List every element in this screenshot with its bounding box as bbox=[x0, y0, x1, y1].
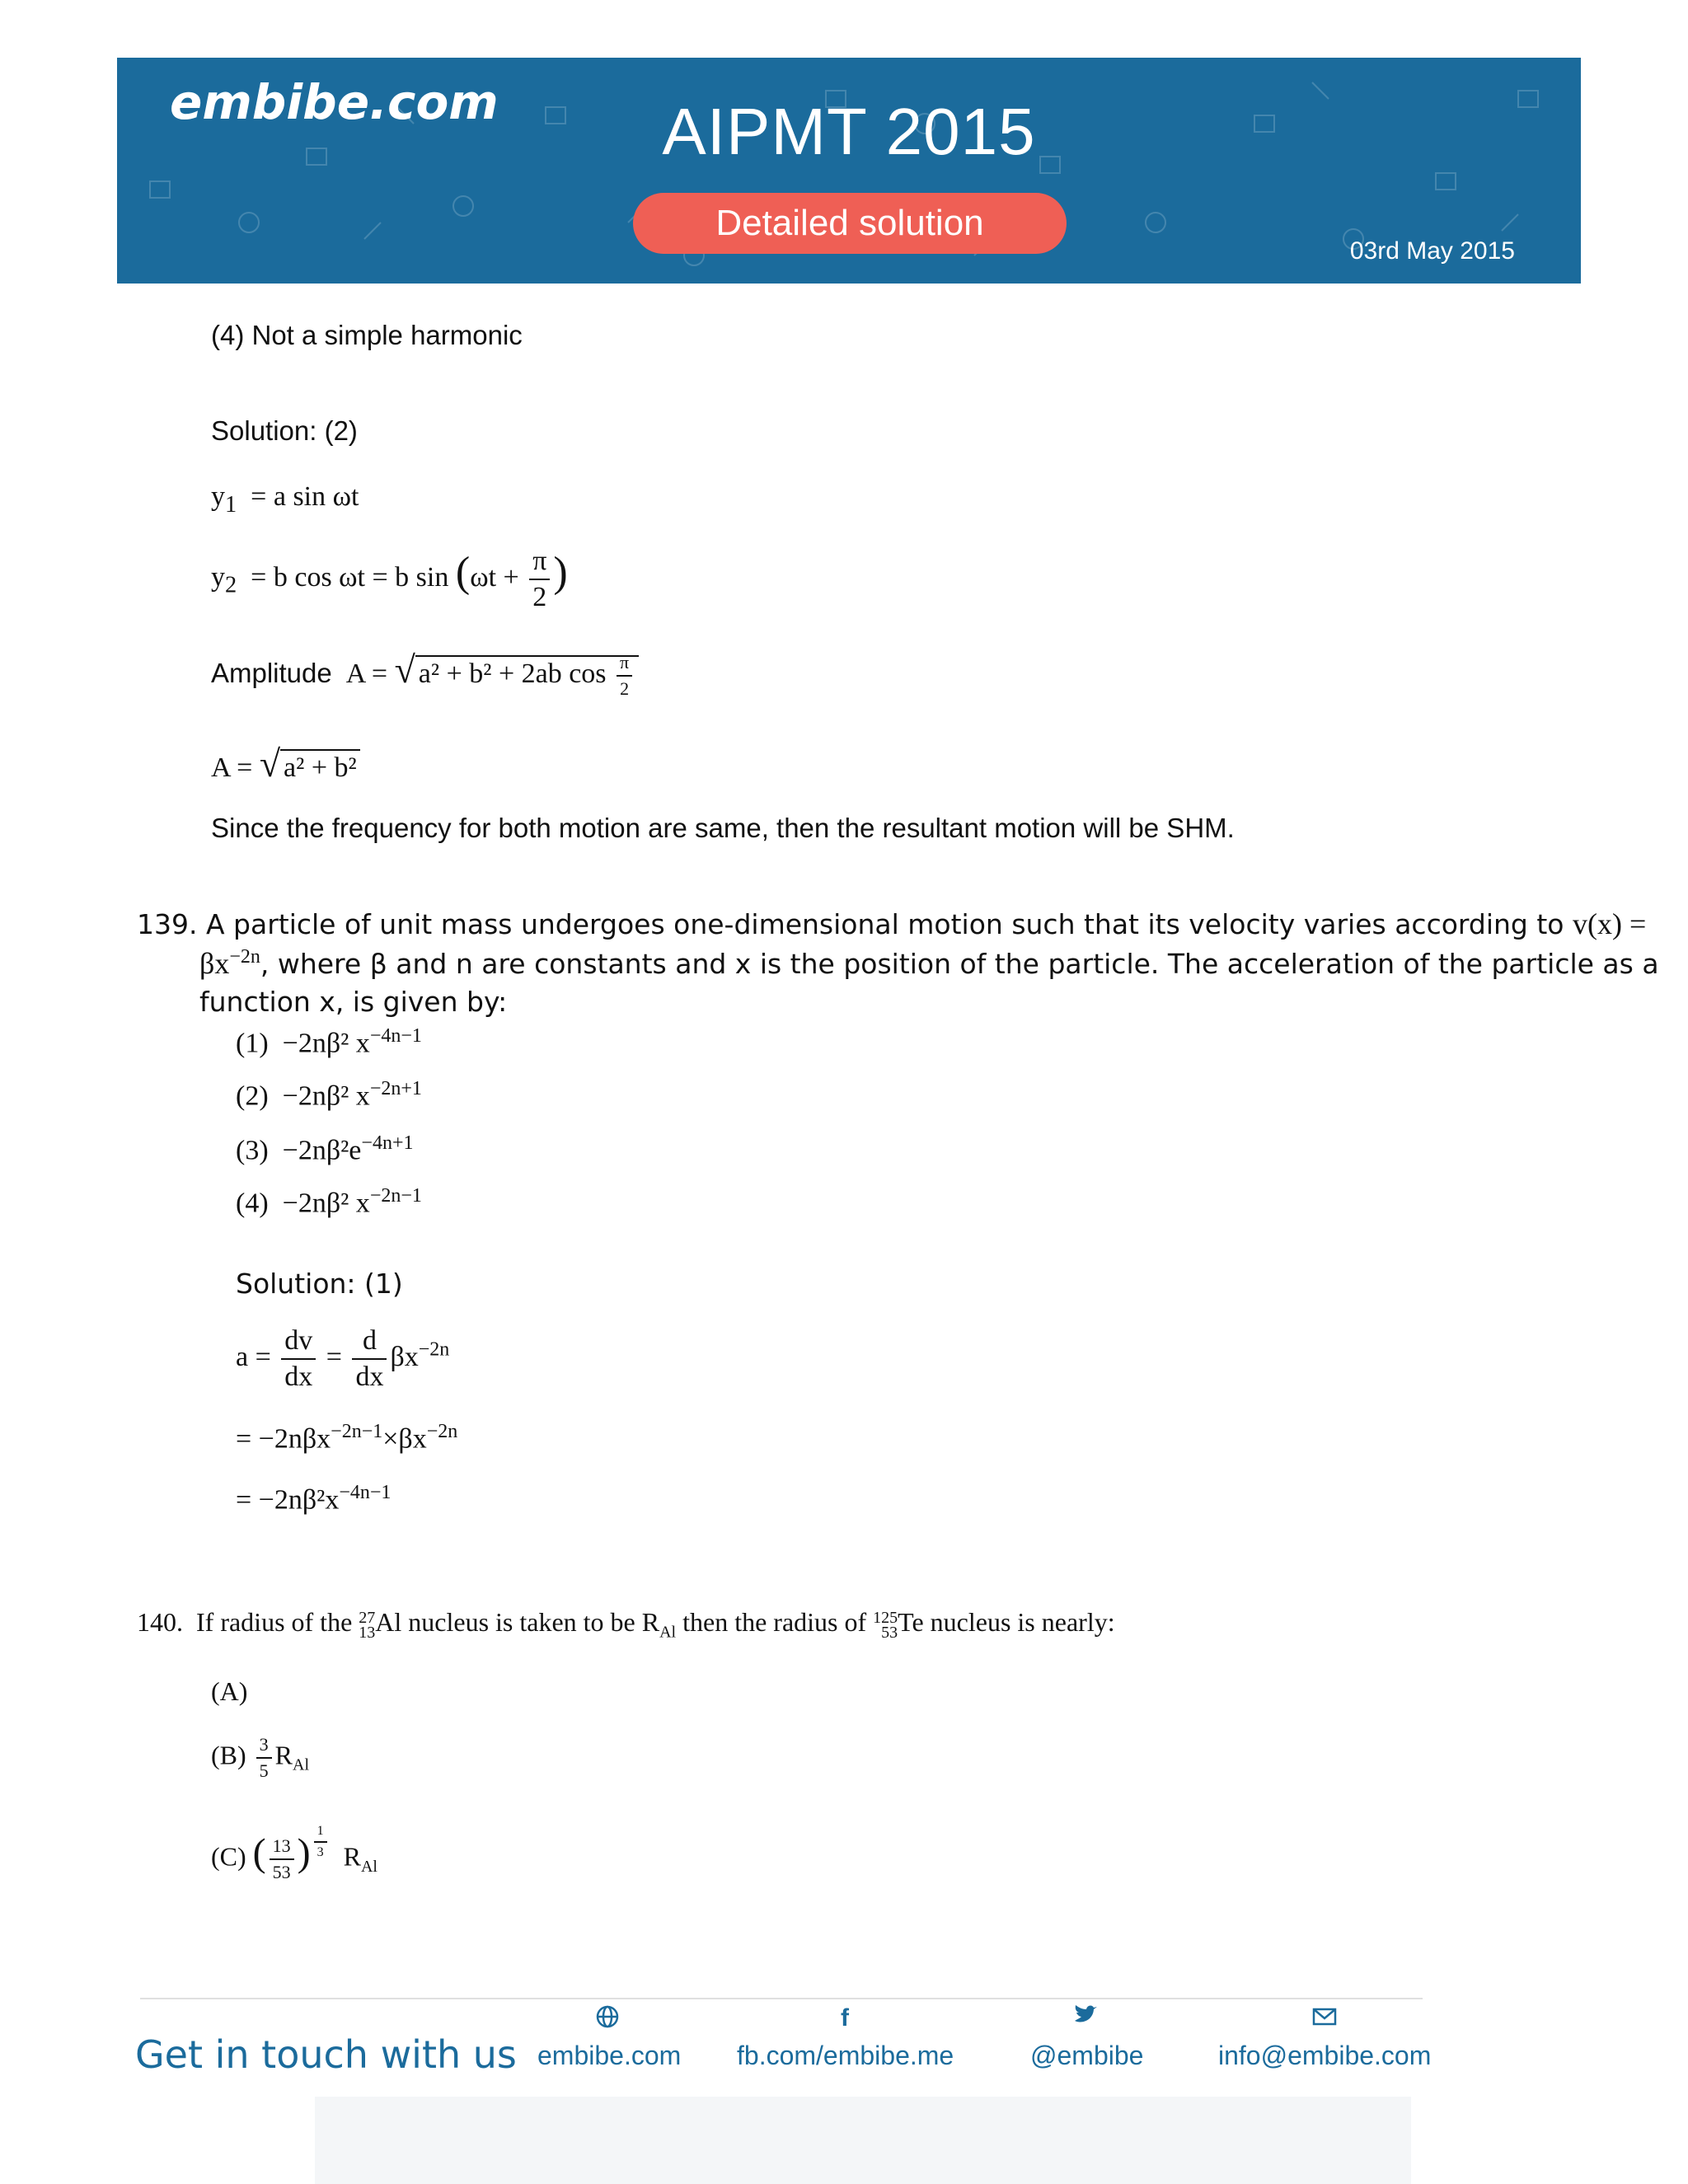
q138-solution-label: Solution: (2) bbox=[211, 415, 358, 446]
brand-logo[interactable]: embibe.com bbox=[170, 74, 499, 130]
eq-amplitude: Amplitude A = √ a² + b² + 2ab cos $\frac{\pi}{2}$ bbox=[211, 648, 639, 698]
twitter-icon bbox=[1073, 2004, 1098, 2032]
footer-tagline: Get in touch with us bbox=[135, 2032, 517, 2077]
q140-option-c-label: (C) bbox=[211, 1841, 246, 1872]
eq-acceleration-result: = $-2n\beta^2x^{-4n-1}$ bbox=[236, 1482, 392, 1516]
footer-link-facebook[interactable]: fb.com/embibe.me bbox=[737, 2041, 954, 2070]
q139-text-2: , where β and n are constants and x is the position of the particle. The acceleration of the particle as a bbox=[260, 948, 1659, 980]
eq-y1: $y_1 = a$ sin ωt bbox=[211, 481, 359, 518]
q138-option-4: (4) Not a simple harmonic bbox=[211, 320, 523, 350]
q140-text-d: nucleus is nearly: bbox=[930, 1607, 1115, 1637]
q139-option-2: (2) −2nβ² $x^{-2n+1}$ bbox=[236, 1078, 422, 1112]
q140-option-a: (A) bbox=[211, 1676, 248, 1706]
amplitude-label: Amplitude bbox=[211, 658, 332, 688]
q139-solution-label: Solution: (1) bbox=[236, 1268, 403, 1300]
q140-option-c: (C) ( $\frac{13}{53}$ ) $^{\frac{1}{3}}$ $R_{Al}$ bbox=[211, 1824, 377, 1883]
q140-text-a: If radius of the bbox=[196, 1607, 353, 1637]
eq-amplitude-result: A = √ a² + b² bbox=[211, 742, 360, 785]
facebook-icon: f bbox=[841, 2004, 849, 2032]
q140-text-b: nucleus is taken to be bbox=[408, 1607, 635, 1637]
q139-question-line2: $\beta x^{-2n}$, where β and n are constants and x is the position of the particle. The acceleration of the particle as a bbox=[199, 946, 1659, 980]
footer-link-twitter[interactable]: @embibe bbox=[1030, 2041, 1144, 2070]
mail-icon bbox=[1312, 2004, 1337, 2032]
footer-shade bbox=[315, 2097, 1411, 2184]
eq-acceleration-step: = $-2n\beta x^{-2n-1}\times\beta x^{-2n}$ bbox=[236, 1421, 458, 1455]
q139-option-4: (4) −2nβ² $x^{-2n-1}$ bbox=[236, 1185, 422, 1219]
footer-link-website[interactable]: embibe.com bbox=[537, 2041, 682, 2070]
exam-title: AIPMT 2015 bbox=[662, 95, 1036, 168]
q140-text-c: then the radius of bbox=[682, 1607, 867, 1637]
q140-number: 140. bbox=[137, 1607, 183, 1637]
eq-y2: $y_2 = b$ cos ωt = b sin (ωt + $\frac{\pi}{2}$ ) bbox=[211, 546, 568, 612]
header-banner bbox=[117, 58, 1581, 284]
exam-date: 03rd May 2015 bbox=[1349, 237, 1515, 265]
eq-acceleration-def: a = $\frac{dv}{dx}$ = $\frac{d}{dx}$ $\beta x^{-2n}$ bbox=[236, 1325, 450, 1392]
footer-divider bbox=[140, 1998, 1423, 1999]
q140-option-b-label: (B) bbox=[211, 1740, 246, 1770]
q139-text-1: 139. A particle of unit mass undergoes one-dimensional motion such that its velocity varies according to bbox=[137, 908, 1564, 940]
q140-question: 140. If radius of the 27 13Al nucleus is taken to be $R_{Al}$ then the radius of 125 53Te nucleus is nearly: bbox=[137, 1607, 1115, 1642]
q139-option-3: $(3) -2n\beta^2e^{-4n+1}$ bbox=[236, 1132, 414, 1166]
q139-option-1: (1) −2nβ² $x^{-4n-1}$ bbox=[236, 1025, 422, 1059]
detailed-solution-badge: Detailed solution bbox=[633, 193, 1067, 254]
globe-icon bbox=[595, 2004, 620, 2036]
q139-question-line1: 139. A particle of unit mass undergoes one-dimensional motion such that its velocity varies according to v(x) = bbox=[137, 907, 1647, 940]
q139-question-line3: function x, is given by: bbox=[199, 986, 508, 1018]
q140-option-b: (B) $\frac{3}{5}$ $R_{Al}$ bbox=[211, 1734, 309, 1781]
footer-link-email[interactable]: info@embibe.com bbox=[1218, 2041, 1432, 2070]
q138-conclusion: Since the frequency for both motion are same, then the resultant motion will be SHM. bbox=[211, 813, 1235, 843]
